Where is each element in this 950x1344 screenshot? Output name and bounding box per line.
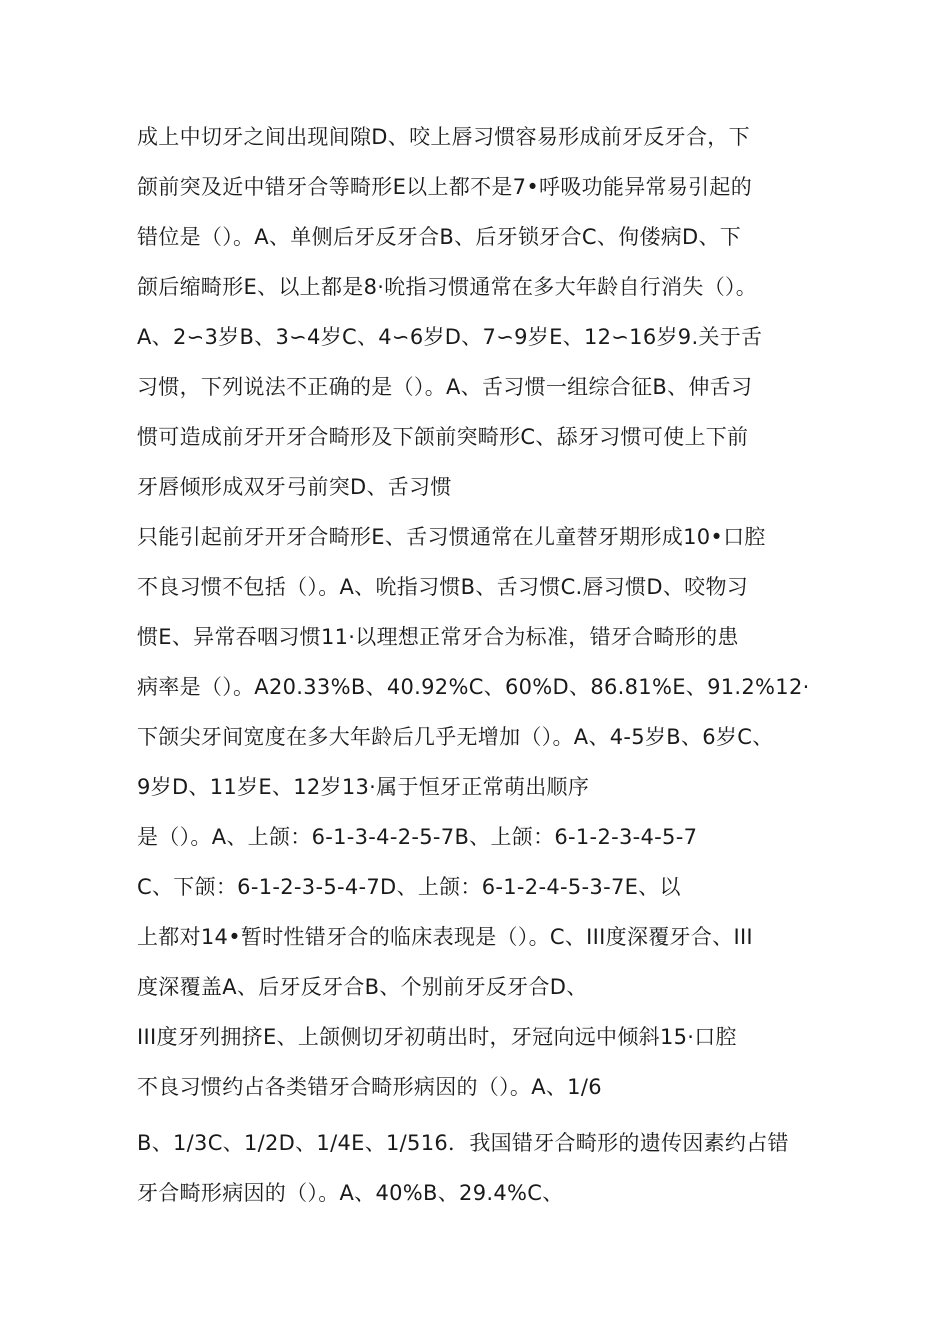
text-line: 成上中切牙之间出现间隙D、咬上唇习惯容易形成前牙反牙合，下 <box>137 125 750 149</box>
text-line: 9岁D、11岁E、12岁13·属于恒牙正常萌出顺序 <box>137 775 590 799</box>
text-line: 上都对14•暂时性错牙合的临床表现是（）。C、III度深覆牙合、III <box>137 925 753 949</box>
text-line: 不良习惯约占各类错牙合畸形病因的（）。A、1/6 <box>137 1075 602 1099</box>
text-line: 牙唇倾形成双牙弓前突D、舌习惯 <box>137 475 452 499</box>
text-line: 不良习惯不包括（）。A、吮指习惯B、舌习惯C.唇习惯D、咬物习 <box>137 575 749 599</box>
text-line: 惯可造成前牙开牙合畸形及下颌前突畸形C、舔牙习惯可使上下前 <box>137 425 749 449</box>
text-line: C、下颌：6-1-2-3-5-4-7D、上颌：6-1-2-4-5-3-7E、以 <box>137 875 681 899</box>
text-line: 习惯，下列说法不正确的是（）。A、舌习惯一组综合征B、伸舌习 <box>137 375 753 399</box>
text-line: 只能引起前牙开牙合畸形E、舌习惯通常在儿童替牙期形成10•口腔 <box>137 525 766 549</box>
text-line: 病率是（）。A20.33%B、40.92%C、60%D、86.81%E、91.2%12· <box>137 675 810 699</box>
text-line: 是（）。A、上颌：6-1-3-4-2-5-7B、上颌：6-1-2-3-4-5-7 <box>137 825 698 849</box>
text-line: 颌前突及近中错牙合等畸形E以上都不是7•呼吸功能异常易引起的 <box>137 175 753 199</box>
text-line: III度牙列拥挤E、上颌侧切牙初萌出时，牙冠向远中倾斜15·口腔 <box>137 1025 737 1049</box>
text-line: 下颌尖牙间宽度在多大年龄后几乎无增加（）。A、4-5岁B、6岁C、 <box>137 725 774 749</box>
document-text <box>137 117 857 1223</box>
text-line: 惯E、异常吞咽习惯11·以理想正常牙合为标准，错牙合畸形的患 <box>137 625 739 649</box>
text-line: 颌后缩畸形E、以上都是8·吮指习惯通常在多大年龄自行消失（）。 <box>137 275 758 299</box>
text-line: 牙合畸形病因的（）。A、40%B、29.4%C、 <box>137 1181 564 1205</box>
text-line: B、1/3C、1/2D、1/4E、1/516．我国错牙合畸形的遗传因素约占错 <box>137 1131 789 1155</box>
text-line: 度深覆盖A、后牙反牙合B、个别前牙反牙合D、 <box>137 975 588 999</box>
text-line: A、2∽3岁B、3∽4岁C、4∽6岁D、7∽9岁E、12∽16岁9.关于舌 <box>137 325 763 349</box>
text-line: 错位是（）。A、单侧后牙反牙合B、后牙锁牙合C、佝偻病D、下 <box>137 225 742 249</box>
